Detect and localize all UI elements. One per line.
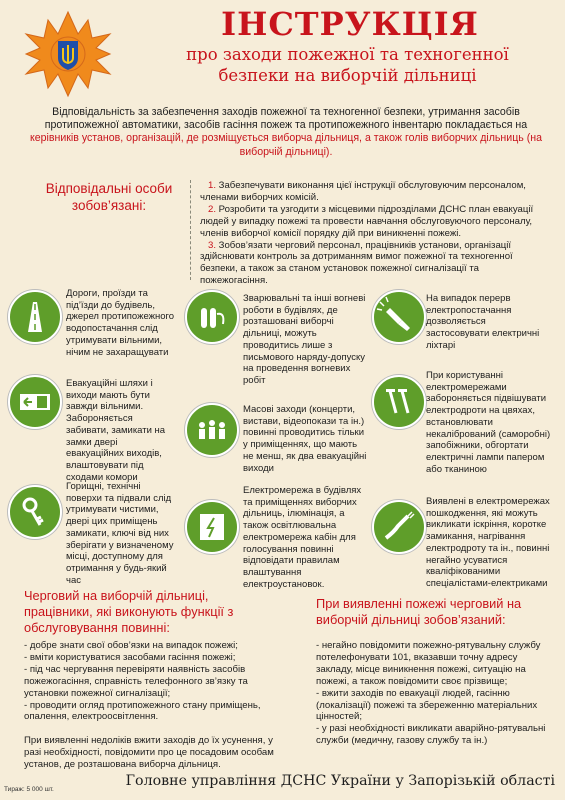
fire-case-item: - у разі необхідності викликати аварійно-рятувальні служби (медичну, газову службу та ін.) [316,723,546,747]
fire-case-item: - негайно повідомити пожежно-рятувальну службу потелефонувати 101, вказавши точну адресу закладу, місце виникнення пожежі, ситуацію на пожежі, а також повідомити своє прізвище; [316,640,541,687]
duty-text: Розробити та узгодити з місцевими підрозділами ДСНС план евакуації людей у випадку пожежі та провести навчання обслуговуючого персоналу, членів виборчої комісії порядку дій при виникненні пожежі. [200,203,534,239]
point-text: Горищні, технічні поверхи та підвали слід утримувати чистими, двері цих приміщень замикати, ключі від них зберігати у визначеному місці, доступному для отримання у будь-який час [66,481,174,586]
flashlight-icon [372,290,426,344]
responsible-title-line: Відповідальні особи [45,181,173,196]
intro-highlight: керівників установ, організацій, де розміщується виборча дільниця, а також голів виборчих дільниць (на виборчій дільниці). [29,132,543,158]
footer-organization: Головне управління ДСНС України у Запорізькій області [125,773,555,789]
road-icon [8,290,62,344]
exit-icon [8,375,62,429]
point-text: Електромережа в будівлях та приміщеннях виборчих дільниць, ілюмінація, а також освітлювальна електромережа кабін для голосування повинні відповідати правилам влаштування електроустановок. [243,485,362,590]
duty-item [200,240,545,288]
subtitle-line: безпеки на виборчій дільниці [218,66,477,85]
duty-number: 1. [208,180,217,191]
duty-text: Зобов’язати черговий персонал, працівників установи, організації здійснювати контроль за дотриманням вимог пожежної та техногенної безпеки, а також за станом установок пожежної сигналізації та пожежогасіння. [200,239,513,287]
point-text: Евакуаційні шляхи і виходи мають бути завжди вільними. Забороняється забивати, замикати на замки двері евакуаційних виходів, влаштовувати під сходами комори [66,378,166,483]
fire-case-title: При виявленні пожежі черговий на виборчій дільниці зобов’язаний: [316,596,522,627]
page-title: ІНСТРУКЦІЯ [221,5,479,43]
duty-item [200,204,545,240]
duty-text: Забезпечувати виконання цієї інструкції обслуговуючим персоналом, членами виборчих комісій. [200,180,526,203]
duty-number: 2. [208,203,217,215]
duty-officer-title: Черговий на виборчій дільниці, працівники, які виконують функції з обслуговування повинні: [24,588,234,635]
dsns-emblem-icon [22,8,114,100]
intro-paragraph [22,106,550,159]
point-text: При користуванні електромережами забороняється підвішувати електродроти на цвяхах, встановлювати некалібрований (саморобні) запобіжники, обгортати електричні лампи папером або тканиною [426,370,551,475]
duty-officer-item: - проводити огляд протипожежного стану приміщень, опалення, електроосвітлення. [24,699,261,723]
point-text: На випадок перерв електропостачання дозволяється застосовувати електричні ліхтарі [426,293,540,351]
point-text: Зварювальні та інші вогневі роботи в будівлях, де розташовані виборчі дільниці, можуть проводитись лише з письмового наряду-допуску на проведення вогневих робіт [243,293,366,386]
subtitle-line: про заходи пожежної та техногенної [186,45,509,64]
electric-panel-icon [185,500,239,554]
fire-case-list [316,640,550,747]
duty-officer-item: - добре знати свої обов’язки на випадок пожежі; [24,640,238,651]
cable-icon [372,500,426,554]
keys-icon [8,485,62,539]
point-text: Виявлені в електромережах пошкодження, які можуть викликати іскріння, коротке замикання, нагрівання електродроту та ін., повинні негайно усуватися кваліфікованими спеціалістами-електриками [426,496,550,589]
divider [190,180,192,280]
responsible-title [24,180,194,214]
crowd-icon [185,403,239,457]
duty-officer-item: - під час чергування перевіряти наявність засобів пожежогасіння, справність телефонного зв’язку та установки пожежної сигналізації; [24,663,248,699]
duty-officer-list [24,640,292,771]
intro-text: Відповідальність за забезпечення заходів пожежної та техногенної безпеки, утримання засобів протипожежної автоматики, засобів гасіння пожеж та протипожежного інвентарю покладається на [44,106,528,132]
print-run: Тираж: 5 000 шт. [4,786,54,793]
duty-officer-item: - вміти користуватися засобами гасіння пожежі; [24,651,236,663]
fire-case-item: - вжити заходів по евакуації людей, гасінню (локалізації) пожежі та збереженню матеріальних цінностей; [316,687,538,723]
welding-icon [185,290,239,344]
nails-icon [372,375,426,429]
duty-item [200,180,545,204]
page-subtitle [150,44,545,86]
point-text: Дороги, проїзди та під’їзди до будівель, джерел протипожежного водопостачання слід утримувати вільними, нічим не захаращувати [66,288,175,358]
point-text: Масові заходи (концерти, вистави, відеопокази та ін.) повинні проводитись тільки у приміщеннях, що мають не менш, як два евакуаційні виходи [243,404,367,474]
responsible-title-line: зобов’язані: [71,198,147,213]
duty-number: 3. [208,239,217,251]
duty-officer-note: При виявленні недоліків вжити заходів до їх усунення, у разі необхідності, повідомити про це посадовим особам установ, де розташована виборча дільниця. [24,735,274,771]
duties-list [200,180,545,287]
